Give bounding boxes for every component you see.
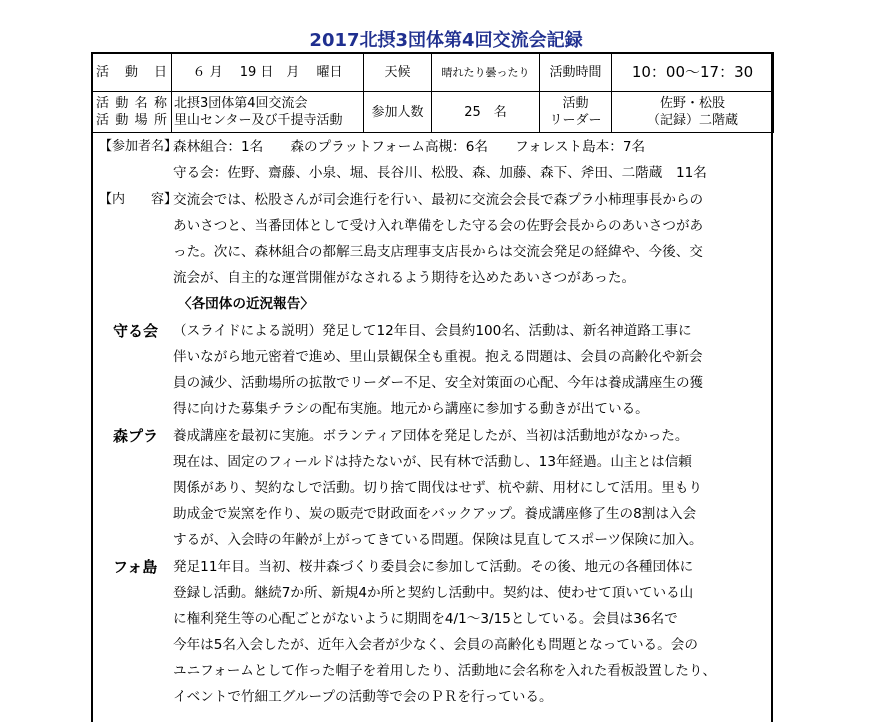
activity-date-label: 活 動 日: [92, 53, 172, 92]
group-report-line: 伴いながら地元密着で進め、里山景観保全も重視。抱える問題は、会員の高齢化や新会: [173, 349, 703, 365]
group-report-line: 助成金で炭窯を作り、炭の販売で財政面をバックアップ。養成講座修了生の8割は入会: [173, 506, 697, 522]
group-report-line: 今年は5名入会したが、近年入会者が少なく、会員の高齢化も問題となっている。会の: [173, 637, 698, 653]
participants-line: 森林組合：1名 森のプラットフォーム高槻：6名 フォレスト島本：7名: [173, 139, 646, 155]
leader-label-line2: リーダー: [549, 113, 602, 128]
group-report-line: イベントで竹細工グループの活動等で会のＰＲを行っている。: [173, 689, 553, 705]
content-line: った。次に、森林組合の都解三島支店理事支店長からは交流会発足の経緯や、今後、交: [173, 244, 703, 260]
weather-value: 晴れたり曇ったり: [432, 53, 540, 92]
group-report-line: 登録し活動。継続7か所、新規4か所と契約し活動中。契約は、使わせて頂いている山: [173, 585, 694, 601]
activity-time-label: 活動時間: [540, 53, 612, 92]
group-report-line: 養成講座を最初に実施。ボランティア団体を発足したが、当初は活動地がなかった。: [173, 428, 689, 444]
group-name-mamorukai: 守る会: [113, 322, 159, 340]
header-row-name: [92, 92, 774, 133]
weather-label: 天候: [364, 53, 432, 92]
participants-count-value: 25 名: [432, 92, 540, 133]
leader-value-line1: 佐野・松股: [659, 96, 725, 111]
content-line: 流会が、自主的な運営開催がなされるよう期待を込めたあいさつがあった。: [173, 270, 636, 286]
group-report-line: 員の減少、活動場所の拡散でリーダー不足、安全対策面の心配、今年は養成講座生の獲: [173, 375, 704, 391]
participants-label: 【参加者名】: [99, 139, 178, 154]
group-report-line: ユニフォームとして作った帽子を着用したり、活動地に会名称を入れた看板設置したり、: [173, 663, 717, 679]
group-report-line: 現在は、固定のフィールドは持たないが、民有林で活動し、13年経過。山主とは信頼: [173, 454, 692, 470]
leader-label-line1: 活動: [562, 96, 589, 111]
activity-name-place-label: [92, 92, 172, 133]
group-report-line: 関係があり、契約なしで活動。切り捨て間伐はせず、杭や薪、用材にして活用。里もり: [173, 480, 703, 496]
content-line: あいさつと、当番団体として受け入れ準備をした守る会の佐野会長からのあいさつがあ: [173, 218, 704, 234]
participants-line: 守る会：佐野、齋藤、小泉、堀、長谷川、松股、森、加藤、森下、斧田、二階蔵 11名: [173, 165, 707, 181]
activity-name-place-value: [172, 92, 364, 133]
group-name-fotou: フォ島: [113, 558, 158, 576]
activity-name-label: 活 動 名 称: [96, 96, 167, 111]
content-line: 交流会では、松股さんが司会進行を行い、最初に交流会会長で森プラ小柿理事長からの: [173, 192, 704, 208]
group-report-line: 得に向けた募集チラシの配布実施。地元から講座に参加する動きが出ている。: [173, 401, 649, 417]
content-label: 【内 容】: [99, 192, 178, 207]
activity-place-label: 活 動 場 所: [96, 113, 167, 128]
leader-value-line2: （記録）二階蔵: [646, 113, 738, 128]
participants-count-label: 参加人数: [364, 92, 432, 133]
activity-place-value: 里山センター及び千提寺活動: [174, 113, 343, 128]
activity-time-value: 10：00～17：30: [612, 53, 774, 92]
group-name-morípura: 森プラ: [113, 427, 159, 445]
group-report-line: （スライドによる説明）発足して12年目、会員約100名、活動は、新名神道路工事に: [173, 323, 692, 339]
group-report-line: 発足11年目。当初、桜井森づくり委員会に参加して活動。その後、地元の各種団体に: [173, 559, 694, 575]
group-report-line: に権利発生等の心配ごとがないように期間を4/1～3/15としている。会員は36名で: [173, 611, 678, 627]
header-row-date: [92, 53, 774, 92]
group-report-line: するが、入会時の年齢が上がってきている問題。保険は見直してスポーツ保険に加入。: [173, 532, 703, 548]
header-table: [91, 52, 774, 133]
page-title: 2017北摂3団体第4回交流会記録: [309, 30, 583, 51]
report-subheading: 〈各団体の近況報告〉: [178, 296, 314, 312]
activity-name-value: 北摂3団体第4回交流会: [174, 96, 308, 111]
leader-label: [540, 92, 612, 133]
activity-date-value: ６ 月 19 日 月 曜日: [172, 53, 364, 92]
leader-value: [612, 92, 774, 133]
